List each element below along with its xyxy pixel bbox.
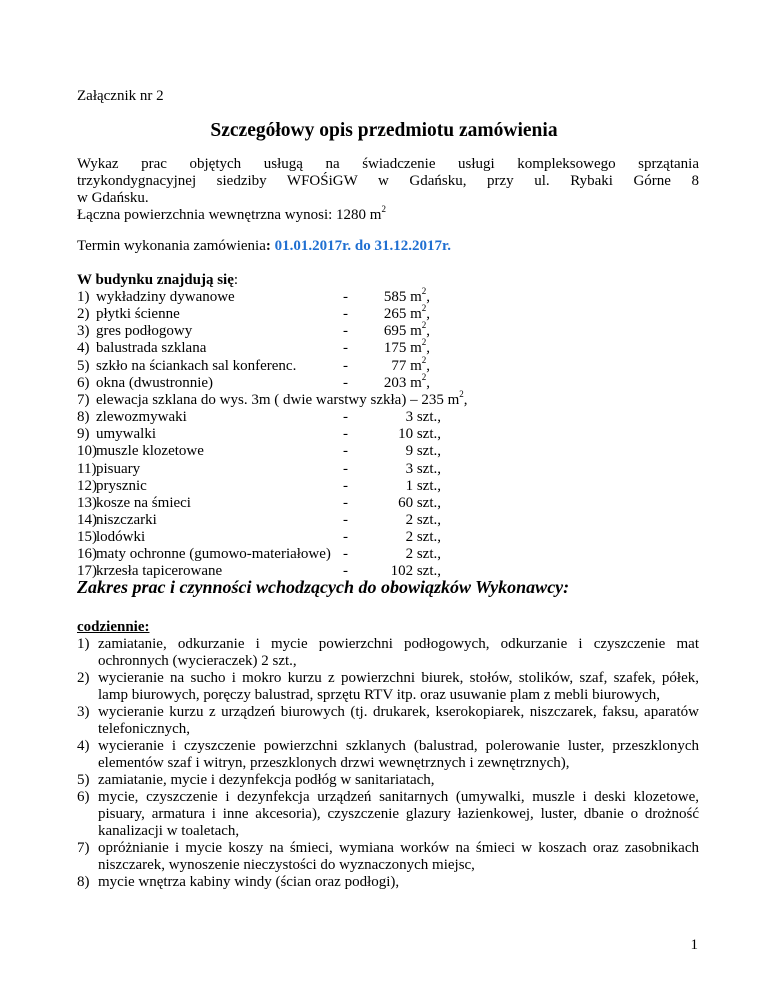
item-quantity <box>360 409 441 426</box>
task-item <box>77 704 699 738</box>
item-quantity <box>360 372 430 392</box>
item-dash: - <box>343 306 348 322</box>
item-number: 5) <box>77 358 90 374</box>
scope-heading: Zakres prac i czynności wchodzących do obowiązków Wykonawcy: <box>77 577 570 597</box>
item-label <box>96 389 468 409</box>
intro-line-2: trzykondygnacyjnej siedziby WFOŚiGW w Gdańsku, przy ul. Rybaki Górne 8 <box>77 173 699 189</box>
item-quantity-text: 2 szt., <box>405 529 441 545</box>
task-number: 6) <box>77 789 90 805</box>
item-label <box>96 443 204 460</box>
item-dash: - <box>343 563 348 579</box>
item-label-text: lodówki <box>96 529 146 545</box>
item-dash: - <box>343 443 348 459</box>
intro-line-3: w Gdańsku. <box>77 190 149 206</box>
item-label-text: umywalki <box>96 426 156 442</box>
item-number: 2) <box>77 306 90 322</box>
total-area-text: Łączna powierzchnia wewnętrzna wynosi: 1280 m <box>77 207 382 223</box>
item-quantity-text: 3 szt., <box>405 409 441 425</box>
task-text: zamiatanie, mycie i dezynfekcja podłóg w sanitariatach, <box>98 772 435 788</box>
task-number: 3) <box>77 704 90 720</box>
item-quantity-text: 102 szt., <box>390 563 441 579</box>
item-suffix: , <box>426 306 430 322</box>
item-number: 4) <box>77 340 90 356</box>
term-label: Termin wykonania zamówienia <box>77 238 266 254</box>
intro-paragraph <box>77 156 699 224</box>
item-dash: - <box>343 323 348 339</box>
item-label-text: krzesła tapicerowane <box>96 563 223 579</box>
task-item <box>77 840 699 874</box>
item-quantity <box>360 286 430 306</box>
item-dash: - <box>343 426 348 442</box>
item-quantity-text: 1 szt., <box>405 478 441 494</box>
item-dash: - <box>343 495 348 511</box>
item-dash: - <box>343 375 348 391</box>
item-label-text: szkło na ściankach sal konferenc. <box>96 358 297 374</box>
item-quantity <box>360 529 441 546</box>
item-dash: - <box>343 358 348 374</box>
task-item <box>77 738 699 772</box>
total-area-sup: 2 <box>381 204 386 214</box>
item-label-text: maty ochronne (gumowo-materiałowe) <box>96 546 331 562</box>
building-header-colon: : <box>233 272 239 288</box>
task-text: zamiatanie, odkurzanie i mycie powierzchni podłogowych, odkurzanie i czyszczenie mat ochronnych (wycieraczek) 2 szt., <box>98 636 699 669</box>
task-item <box>77 772 699 789</box>
task-number: 4) <box>77 738 90 754</box>
annex-label: Załącznik nr 2 <box>77 88 164 104</box>
item-label <box>96 478 147 495</box>
item-label <box>96 529 145 546</box>
task-text: opróżnianie i mycie koszy na śmieci, wymiana worków na śmieci w koszach oraz zasobnikach niszczarek, wynoszenie nieczystości do wyznaczonych miejsc, <box>98 840 699 873</box>
item-unit-sup: 2 <box>421 303 427 313</box>
item-number: 8) <box>77 409 90 425</box>
term-dates: 01.01.2017r. do 31.12.2017r. <box>274 238 452 254</box>
item-number: 3) <box>77 323 90 339</box>
item-suffix: , <box>426 323 430 339</box>
item-number: 15) <box>77 529 97 545</box>
task-item <box>77 789 699 840</box>
task-text: wycieranie i czyszczenie powierzchni szklanych (balustrad, polerowanie luster, przeszklonych elementów szaf i witryn, przeszklonych drzwi wewnętrznych i zewnętrznych), <box>98 738 699 771</box>
item-quantity <box>360 426 441 443</box>
item-label <box>96 546 331 563</box>
item-quantity <box>360 303 430 323</box>
task-text: wycieranie kurzu z urządzeń biurowych (tj. drukarek, kserokopiarek, niszczarek, faksu, aparatów telefonicznych, <box>98 704 699 737</box>
item-quantity-text: 265 m <box>383 306 422 322</box>
item-label-text: niszczarki <box>96 512 157 528</box>
task-text: mycie wnętrza kabiny windy (ścian oraz podłogi), <box>98 874 400 890</box>
item-suffix: , <box>426 358 430 374</box>
item-label <box>96 512 157 529</box>
task-text: wycieranie na sucho i mokro kurzu z powierzchni biurek, stołów, stolików, szaf, szafek, półek, lamp biurowych, poręczy balustrad, sprzętu RTV itp. oraz usuwanie plam z mebli biurowych, <box>98 670 699 703</box>
item-dash: - <box>343 546 348 562</box>
item-quantity-text: 77 m <box>391 358 422 374</box>
item-number: 11) <box>77 461 97 477</box>
item-quantity-text: 2 szt., <box>405 512 441 528</box>
item-label-text: gres podłogowy <box>96 323 193 339</box>
item-label-text: prysznic <box>96 478 147 494</box>
item-unit-sup: 2 <box>459 389 464 399</box>
document-title: Szczegółowy opis przedmiotu zamówienia <box>210 120 558 141</box>
task-item <box>77 670 699 704</box>
item-quantity-text: 585 m <box>383 289 422 305</box>
item-label-text: okna (dwustronnie) <box>96 375 214 391</box>
item-quantity <box>360 320 430 340</box>
item-unit-sup: 2 <box>421 286 427 296</box>
task-number: 8) <box>77 874 90 890</box>
item-suffix: , <box>426 289 430 305</box>
item-suffix: , <box>426 375 430 391</box>
item-number: 10) <box>77 443 97 459</box>
item-number: 14) <box>77 512 97 528</box>
item-number: 6) <box>77 375 90 391</box>
item-unit-sup: 2 <box>421 355 427 365</box>
item-quantity-text: 3 szt., <box>405 461 441 477</box>
item-unit-sup: 2 <box>421 372 427 382</box>
page-number: 1 <box>690 937 698 953</box>
item-label-text: zlewozmywaki <box>96 409 187 425</box>
item-label <box>96 426 156 443</box>
item-dash: - <box>343 409 348 425</box>
task-number: 2) <box>77 670 90 686</box>
item-dash: - <box>343 478 348 494</box>
item-label <box>96 306 180 323</box>
item-label <box>96 358 296 375</box>
term-line <box>77 238 451 255</box>
item-label <box>96 409 187 426</box>
item-dash: - <box>343 512 348 528</box>
task-number: 7) <box>77 840 90 856</box>
item-label <box>96 461 140 478</box>
item-label <box>96 340 206 357</box>
item-dash: - <box>343 340 348 356</box>
item-label-text: elewacja szklana do wys. 3m ( dwie warstwy szkła) – 235 m <box>96 392 460 408</box>
task-text: mycie, czyszczenie i dezynfekcja urządzeń sanitarnych (umywalki, muszle i deski klozetowe, pisuary, armatura i inne akcesoria), czyszczenie glazury łazienkowej, luster, dbanie o drożność kanalizacji w toaletach, <box>98 789 699 839</box>
item-quantity <box>360 495 441 512</box>
item-label-text: płytki ścienne <box>96 306 180 322</box>
building-header <box>77 272 238 289</box>
item-quantity <box>360 355 430 375</box>
total-area <box>77 204 699 224</box>
item-label-text: pisuary <box>96 461 141 477</box>
item-quantity-text: 203 m <box>383 375 422 391</box>
item-suffix: , <box>426 340 430 356</box>
item-quantity-text: 175 m <box>383 340 422 356</box>
item-quantity-text: 60 szt., <box>398 495 441 511</box>
item-quantity <box>360 478 441 495</box>
daily-label: codziennie: <box>77 619 150 635</box>
item-dash: - <box>343 289 348 305</box>
item-quantity-text: 695 m <box>383 323 422 339</box>
item-number: 12) <box>77 478 97 494</box>
item-suffix: , <box>463 392 468 408</box>
item-quantity-text: 2 szt., <box>405 546 441 562</box>
item-quantity-text: 10 szt., <box>398 426 441 442</box>
item-quantity <box>360 461 441 478</box>
daily-tasks-list <box>77 636 699 891</box>
building-header-text: W budynku znajdują się <box>77 272 234 288</box>
item-label <box>96 323 192 340</box>
item-dash: - <box>343 461 348 477</box>
task-item <box>77 636 699 670</box>
item-quantity <box>360 443 441 460</box>
item-label-text: wykładziny dywanowe <box>96 289 235 305</box>
item-quantity <box>360 546 441 563</box>
item-unit-sup: 2 <box>421 337 427 347</box>
item-number: 17) <box>77 563 97 579</box>
item-quantity-text: 9 szt., <box>405 443 441 459</box>
item-label <box>96 495 191 512</box>
item-label-text: kosze na śmieci <box>96 495 191 511</box>
intro-line-1: Wykaz prac objętych usługą na świadczenie usługi kompleksowego sprzątania <box>77 156 699 172</box>
item-quantity <box>360 512 441 529</box>
item-quantity <box>360 337 430 357</box>
item-number: 7) <box>77 392 90 408</box>
item-number: 1) <box>77 289 90 305</box>
item-label <box>96 375 213 392</box>
item-number: 16) <box>77 546 97 562</box>
task-item <box>77 874 699 891</box>
item-unit-sup: 2 <box>421 320 427 330</box>
item-label-text: balustrada szklana <box>96 340 207 356</box>
item-label-text: muszle klozetowe <box>96 443 204 459</box>
item-number: 9) <box>77 426 90 442</box>
task-number: 5) <box>77 772 90 788</box>
term-colon: : <box>265 238 275 254</box>
task-number: 1) <box>77 636 90 652</box>
item-label <box>96 289 235 306</box>
item-dash: - <box>343 529 348 545</box>
item-number: 13) <box>77 495 97 511</box>
